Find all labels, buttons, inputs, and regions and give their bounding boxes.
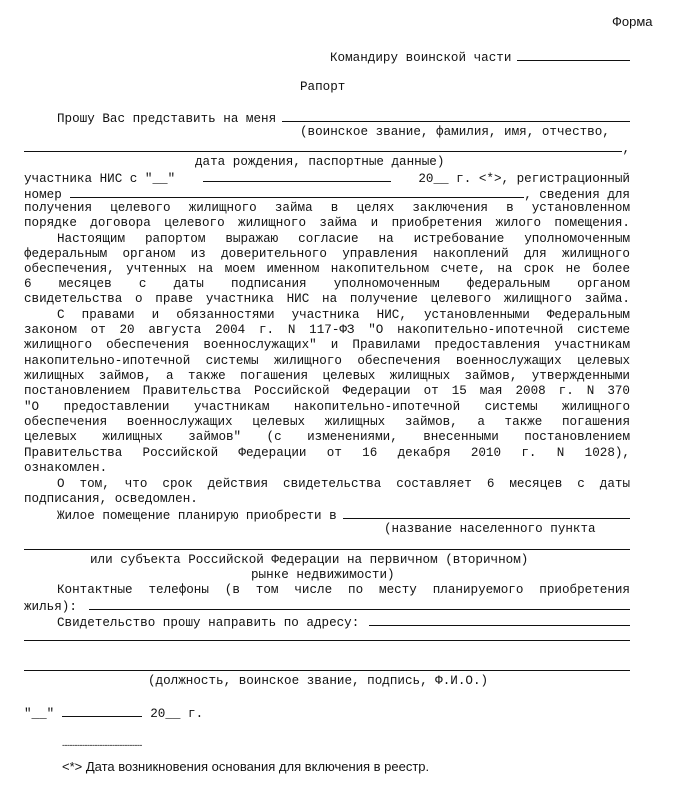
request-intro: Прошу Вас представить на меня [57,112,277,126]
addressee-line [330,49,630,66]
birth-passport-field[interactable] [24,140,622,152]
text-line: Контактные телефоны (в том числе по месту планируемого приобретения [57,583,630,597]
housing-hint: (название населенного пункта [384,522,596,536]
text-line: жилищного обеспечения военнослужащих" и Правилами предоставления участникам [24,338,630,352]
signature-line [24,659,630,671]
text-line: Правительства Российской Федерации от 16 декабря 2010 г. N 1028), [24,446,630,460]
date-line [24,705,203,722]
text-line: постановлением Правительства Российской Федерации от 15 мая 2008 г. N 370 [24,384,630,398]
addressee-text: Командиру воинской части [330,51,512,65]
text-line: О том, что срок действия свидетельства составляет 6 месяцев с даты [57,477,630,491]
address-label: Свидетельство прошу направить по адресу: [57,616,360,630]
text-line: накопительно-ипотечной системы жилищного обеспечения военнослужащих целевых [24,354,630,368]
unit-number-field[interactable] [517,49,630,61]
nis-date-prefix: участника НИС с "__" [24,172,176,186]
form-label: Форма [612,14,653,29]
date-month-field[interactable] [62,705,142,717]
text-line: подписания, осведомлен. [24,492,198,506]
phones-line [24,598,630,615]
text-line: ознакомлен. [24,461,108,475]
signature-field[interactable] [24,659,630,671]
housing-hint: или субъекта Российской Федерации на первичном (вторичном) [90,553,529,567]
reg-number-suffix: , сведения для [524,188,630,202]
footnote-separator: -------------------------------- [62,740,142,750]
nis-month-field[interactable] [203,170,391,182]
birth-passport-hint: дата рождения, паспортные данные) [195,155,445,169]
rank-name-field[interactable] [282,110,630,122]
signature-hint: (должность, воинское звание, подпись, Ф.И.О.) [148,674,489,688]
rank-name-hint: (воинское звание, фамилия, имя, отчество, [300,125,610,139]
text-line: обеспечения военнослужащих целевых жилищных займов, а также погашения [24,415,630,429]
nis-date-line [24,170,630,187]
housing-location-field[interactable] [343,507,630,519]
phones-label: жилья): [24,600,77,614]
text-line: С правами и обязанностями участника НИС, установленными Федеральным [57,308,630,322]
address-line-2 [24,629,630,641]
text-line: получения целевого жилищного займа в целях заключения в установленном [24,201,630,215]
document-title: Рапорт [300,80,346,94]
text-line: "О предоставлении участникам накопительно-ипотечной системы жилищного [24,400,630,414]
date-day: "__" [24,707,55,721]
text-line: 6 месяцев с даты подписания уполномоченным федеральным органом [24,277,630,291]
housing-region-field[interactable] [24,538,630,550]
date-year: 20__ г. [150,707,204,721]
reg-number-field[interactable] [70,186,524,198]
phones-field[interactable] [89,598,630,610]
text-line: порядке договора целевого жилищного займа и приобретения жилого помещения. [24,216,630,230]
reg-number-label: номер [24,188,62,202]
text-line: жилищных займов, а также погашения целевых жилищных займов, утвержденными [24,369,630,383]
text-line: Настоящим рапортом выражаю согласие на истребование уполномоченным [57,232,630,246]
text-line: законом от 20 августа 2004 г. N 117-ФЗ "О накопительно-ипотечной системе [24,323,630,337]
text-line: федеральным органом из доверительного управления накоплений для жилищного [24,247,630,261]
comma: , [622,142,630,156]
text-line: целевых жилищных займов" (с изменениями, внесенными постановлением [24,430,630,444]
text-line: свидетельства о праве участника НИС на получение целевого жилищного займа. [24,292,630,306]
housing-hint: рынке недвижимости) [251,568,395,582]
text-line: обеспечения, учтенных на моем именном накопительном счете, на срок не более [24,262,630,276]
footnote-text: <*> Дата возникновения основания для включения в реестр. [62,759,430,774]
housing-line-2 [24,538,630,550]
address-field[interactable] [369,614,630,626]
housing-label: Жилое помещение планирую приобрести в [57,509,337,523]
address-field-2[interactable] [24,629,630,641]
nis-date-suffix: 20__ г. <*>, регистрационный [418,172,630,186]
